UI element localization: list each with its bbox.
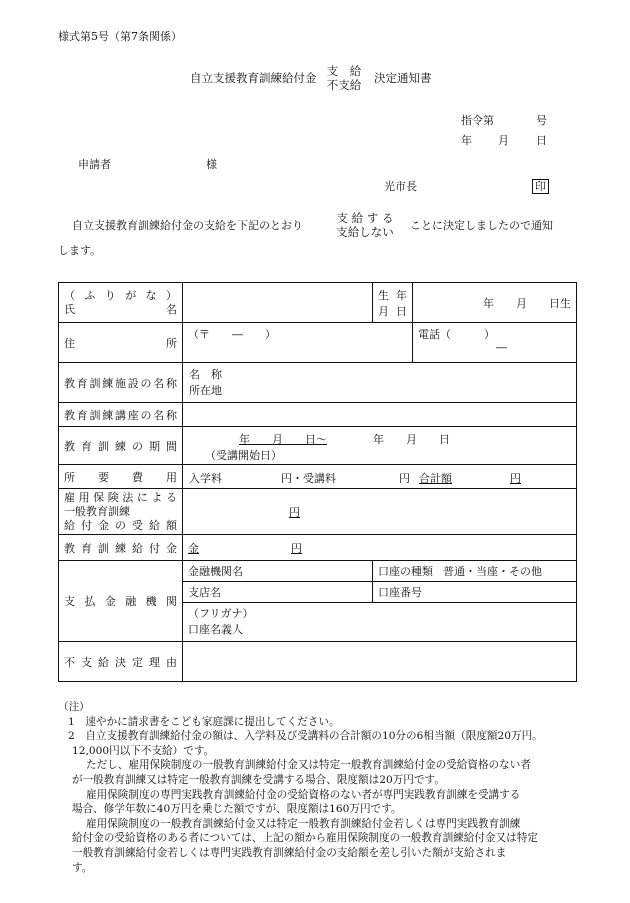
- facility-value[interactable]: [183, 363, 577, 403]
- phone-dash: ―: [496, 341, 508, 354]
- address-row: [59, 323, 577, 363]
- furigana-label: （ ふ り が な ）: [64, 288, 177, 302]
- note-para3-cont3: す。: [72, 861, 93, 874]
- issuer-name: 光市長: [384, 180, 417, 193]
- period-value[interactable]: [183, 427, 577, 465]
- cost-value[interactable]: [183, 465, 577, 489]
- notes-heading: （注）: [58, 701, 90, 713]
- phone-label: 電話（ ）: [418, 328, 496, 341]
- name-row: [59, 283, 577, 323]
- applicant-honorific: 様: [206, 158, 217, 171]
- benefit-label: 教育訓練給付金: [59, 535, 183, 561]
- form-id: 様式第5号（第7条関係）: [58, 30, 182, 43]
- title-options: [324, 64, 364, 93]
- note-1: 1 速やかに請求書をこども家庭課に提出してください。: [68, 715, 340, 728]
- reason-value[interactable]: [183, 642, 577, 682]
- period-note: （受講開始日）: [205, 449, 282, 462]
- statement-after: ことに決定しましたので通知: [410, 219, 553, 232]
- address-label: 住 所: [59, 323, 183, 363]
- form-table: [58, 282, 577, 682]
- period-start: 年 月 日～: [239, 433, 327, 446]
- note-para1-cont: が一般教育訓練又は特定一般教育訓練を受講する場合、限度額は20万円です。: [72, 773, 445, 786]
- document-number-suffix: 号: [536, 114, 547, 127]
- cost-enrollment: 入学料: [189, 472, 222, 485]
- postal-code: （〒 ― ）: [188, 328, 276, 341]
- statement-option-pay: 支 給 す る: [336, 211, 394, 225]
- cost-tuition: 円・受講料: [281, 472, 336, 485]
- statement-option-nopay: 支給しない: [336, 225, 394, 240]
- title-prefix: 自立支援教育訓練給付金: [190, 71, 317, 85]
- statement-options: [330, 211, 400, 240]
- course-value[interactable]: [183, 403, 577, 427]
- note-para3-cont1: 給付金の受給資格のある者については、上記の額から雇用保険制度の一般教育訓練給付金又は特定: [72, 832, 538, 845]
- cost-tuition-yen: 円: [399, 472, 410, 485]
- reason-row: [59, 642, 577, 682]
- benefit-amount: 金 円: [188, 541, 302, 555]
- account-number-cell[interactable]: 口座番号: [373, 582, 577, 603]
- cost-total: 合計額 円: [419, 472, 521, 485]
- reason-label: 不支給決定理由: [59, 642, 183, 682]
- applicant-label: 申請者: [78, 158, 111, 171]
- date-year: 年: [461, 134, 472, 147]
- address-value[interactable]: [183, 323, 413, 363]
- cost-label: 所要費用: [59, 465, 183, 489]
- insurance-label: 雇用保険法による 一般教育訓練 給付金の受給額: [59, 489, 183, 535]
- seal-mark: 印: [532, 179, 549, 194]
- note-2-cont: 12,000円以下不支給）です。: [72, 744, 215, 757]
- phone-cell[interactable]: [413, 323, 577, 363]
- insurance-row: [59, 489, 577, 535]
- document-number-prefix: 指令第: [461, 114, 494, 127]
- period-label: 教育訓練の期間: [59, 427, 183, 465]
- benefit-value[interactable]: [183, 535, 577, 561]
- note-para1: ただし、雇用保険制度の一般教育訓練給付金又は特定一般教育訓練給付金の受給資格のない者: [86, 759, 531, 772]
- note-para2: 雇用保険制度の専門実践教育訓練給付金の受給資格のない者が専門実践教育訓練を受講する: [86, 788, 521, 801]
- statement-line2: します。: [58, 244, 102, 257]
- title-option-nopay: 不支給: [326, 78, 362, 93]
- date-day: 日: [536, 134, 547, 147]
- title-option-pay: 支 給: [326, 64, 362, 78]
- branch-name-cell[interactable]: 支店名: [183, 582, 373, 603]
- furigana-holder-label: （フリガナ）: [188, 607, 254, 621]
- course-label: 教育訓練講座の名称: [59, 403, 183, 427]
- notes: [58, 700, 578, 875]
- bank-row-1: [59, 561, 577, 582]
- account-holder-cell[interactable]: [183, 603, 577, 642]
- cost-row: [59, 465, 577, 489]
- name-label-text: 氏 名: [64, 302, 177, 316]
- bank-name-cell[interactable]: 金融機関名: [183, 561, 373, 582]
- facility-location-label: 所在地: [189, 383, 222, 397]
- birthdate-value[interactable]: 年 月 日生: [413, 283, 577, 323]
- facility-row: [59, 363, 577, 403]
- period-end: 年 月 日: [373, 433, 450, 446]
- birthdate-label: 生年月日: [373, 283, 413, 323]
- facility-name-label: 名 称: [189, 367, 222, 381]
- account-holder-label: 口座名義人: [188, 623, 243, 636]
- date-month: 月: [498, 134, 509, 147]
- note-para3-cont2: 一般教育訓練給付金若しくは専門実践教育訓練給付金の支給額を差し引いた額が支給されま: [72, 846, 507, 859]
- benefit-row: [59, 535, 577, 561]
- name-value[interactable]: [183, 283, 373, 323]
- account-type-cell[interactable]: 口座の種類 普通・当座・その他: [373, 561, 577, 582]
- title-suffix: 決定通知書: [374, 71, 432, 85]
- insurance-value[interactable]: [183, 489, 577, 535]
- statement-before: 自立支援教育訓練給付金の支給を下記のとおり: [72, 219, 303, 232]
- name-label: [59, 283, 183, 323]
- note-2: 2 自立支援教育訓練給付金の額は、入学料及び受講料の合計額の10分の6相当額（限度額20万円。: [68, 730, 543, 743]
- bank-label: 支払金融機関: [59, 561, 183, 642]
- note-para3: 雇用保険制度の一般教育訓練給付金又は特定一般教育訓練給付金若しくは専門実践教育訓練: [86, 817, 521, 830]
- course-row: [59, 403, 577, 427]
- note-para2-cont: 場合、修学年数に40万円を乗じた額ですが、限度額は160万円です。: [72, 803, 402, 816]
- period-row: [59, 427, 577, 465]
- facility-label: 教育訓練施設の名称: [59, 363, 183, 403]
- insurance-yen: 円: [289, 505, 300, 519]
